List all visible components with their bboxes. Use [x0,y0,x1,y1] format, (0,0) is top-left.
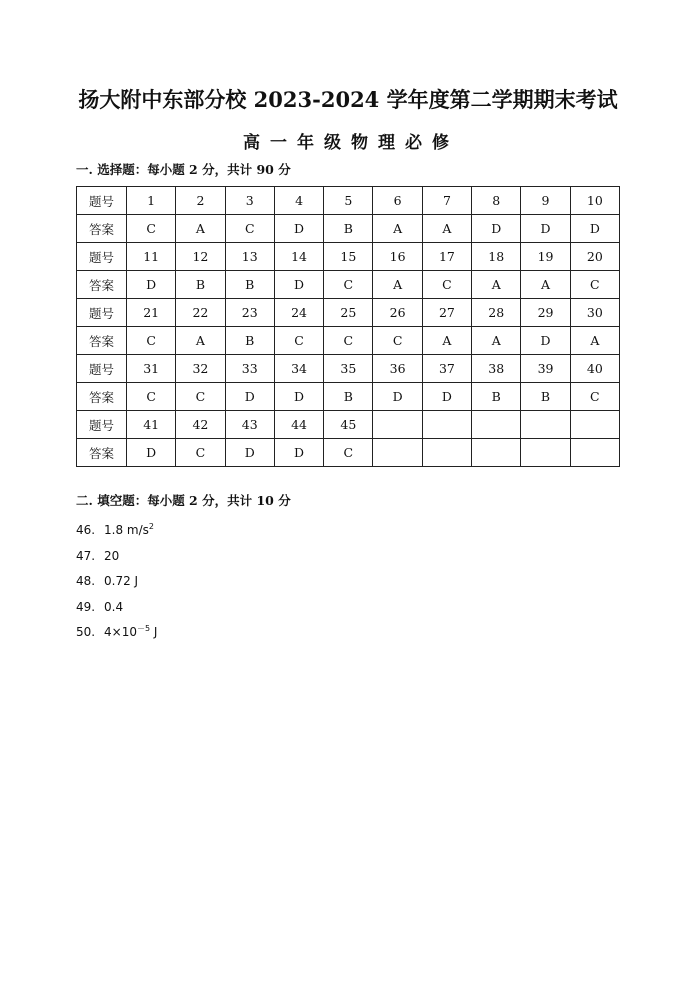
question-number-cell: 37 [422,355,471,383]
answer-letter-cell: C [127,383,176,411]
question-number-cell: 32 [176,355,225,383]
fill-answer-superscript: －5 [136,624,151,633]
answer-letter-cell: A [176,215,225,243]
question-number-cell: 38 [472,355,521,383]
fill-answer-list [76,516,157,644]
answer-letter-cell: C [324,439,373,467]
answer-letter-cell: A [472,327,521,355]
answer-table [76,186,620,467]
question-number-cell: 22 [176,299,225,327]
answer-letter-cell: A [422,215,471,243]
question-number-cell: 6 [373,187,422,215]
answer-letter-cell: C [570,271,619,299]
question-number-cell: 7 [422,187,471,215]
question-number-cell: 39 [521,355,570,383]
answer-letter-cell: A [472,271,521,299]
question-number-cell: 17 [422,243,471,271]
fill-answer-number: 49. [76,599,96,614]
answer-letter-cell: B [225,327,274,355]
answer-letter-cell: A [422,327,471,355]
answer-letter-cell: A [373,215,422,243]
table-row-numbers [77,411,620,439]
answer-letter-cell: D [127,271,176,299]
question-number-cell: 21 [127,299,176,327]
answer-letter-cell: A [176,327,225,355]
answer-letter-cell: D [127,439,176,467]
row-header-answer: 答案 [77,215,127,243]
answer-letter-cell: B [225,271,274,299]
fill-answer-text: 0.4 [104,599,124,614]
question-number-cell: 28 [472,299,521,327]
answer-letter-cell: D [225,383,274,411]
fill-answer-text: 1.8 m/s [104,523,149,537]
question-number-cell: 3 [225,187,274,215]
answer-letter-cell: C [274,327,323,355]
answer-letter-cell [422,439,471,467]
row-header-number: 题号 [77,411,127,439]
answer-letter-cell: C [225,215,274,243]
fill-answer-superscript: 2 [148,522,154,531]
question-number-cell: 14 [274,243,323,271]
question-number-cell: 10 [570,187,619,215]
question-number-cell: 20 [570,243,619,271]
fill-answer-item [76,542,157,568]
answer-letter-cell: C [570,383,619,411]
answer-letter-cell: C [127,215,176,243]
table-row-answers [77,271,620,299]
table-row-answers [77,439,620,467]
question-number-cell: 8 [472,187,521,215]
answer-letter-cell: C [422,271,471,299]
answer-letter-cell: D [521,215,570,243]
question-number-cell: 4 [274,187,323,215]
fill-answer-text: 4×10 [104,625,137,639]
row-header-answer: 答案 [77,271,127,299]
question-number-cell: 1 [127,187,176,215]
question-number-cell: 44 [274,411,323,439]
answer-letter-cell [570,439,619,467]
question-number-cell [472,411,521,439]
row-header-number: 题号 [77,355,127,383]
fill-answer-text: 20 [104,548,120,563]
question-number-cell: 25 [324,299,373,327]
answer-letter-cell: D [274,383,323,411]
question-number-cell: 12 [176,243,225,271]
question-number-cell: 13 [225,243,274,271]
question-number-cell [422,411,471,439]
answer-letter-cell [373,439,422,467]
question-number-cell: 36 [373,355,422,383]
question-number-cell: 35 [324,355,373,383]
question-number-cell: 24 [274,299,323,327]
section-heading-choice: 一. 选择题：每小题 2 分，共计 90 分 [76,162,291,177]
question-number-cell: 23 [225,299,274,327]
answer-letter-cell: C [176,439,225,467]
answer-letter-cell: B [521,383,570,411]
question-number-cell: 30 [570,299,619,327]
question-number-cell: 2 [176,187,225,215]
question-number-cell: 16 [373,243,422,271]
table-row-answers [77,327,620,355]
question-number-cell: 34 [274,355,323,383]
row-header-number: 题号 [77,187,127,215]
question-number-cell: 27 [422,299,471,327]
table-row-numbers [77,299,620,327]
question-number-cell: 45 [324,411,373,439]
answer-letter-cell: B [324,383,373,411]
row-header-answer: 答案 [77,327,127,355]
row-header-answer: 答案 [77,439,127,467]
answer-letter-cell: D [570,215,619,243]
document-subtitle: 高一年级物理必修 [243,133,459,153]
question-number-cell: 5 [324,187,373,215]
fill-answer-number: 50. [76,625,96,639]
fill-answer-number: 46. [76,523,96,537]
answer-letter-cell: D [225,439,274,467]
question-number-cell [373,411,422,439]
answer-letter-cell: A [521,271,570,299]
fill-answer-text: 0.72 J [104,574,139,588]
question-number-cell: 9 [521,187,570,215]
answer-letter-cell [472,439,521,467]
question-number-cell: 43 [225,411,274,439]
table-row-answers [77,215,620,243]
answer-letter-cell: D [274,271,323,299]
fill-answer-item [76,618,157,644]
table-row-numbers [77,355,620,383]
question-number-cell: 31 [127,355,176,383]
answer-letter-cell: A [570,327,619,355]
section-heading-fill: 二. 填空题：每小题 2 分，共计 10 分 [76,493,291,508]
answer-letter-cell: B [324,215,373,243]
question-number-cell [521,411,570,439]
fill-answer-number: 47. [76,548,96,563]
question-number-cell: 42 [176,411,225,439]
document-title: 扬大附中东部分校 2023-2024 学年度第二学期期末考试 [78,87,618,112]
answer-letter-cell: B [472,383,521,411]
question-number-cell: 33 [225,355,274,383]
question-number-cell: 19 [521,243,570,271]
row-header-number: 题号 [77,299,127,327]
fill-answer-unit: J [150,625,158,639]
table-row-answers [77,383,620,411]
answer-letter-cell: C [324,327,373,355]
answer-letter-cell: C [127,327,176,355]
question-number-cell: 29 [521,299,570,327]
answer-letter-cell: D [373,383,422,411]
fill-answer-item [76,567,157,593]
answer-letter-cell: D [274,215,323,243]
question-number-cell: 11 [127,243,176,271]
answer-letter-cell: C [324,271,373,299]
answer-letter-cell: C [176,383,225,411]
answer-letter-cell: B [176,271,225,299]
fill-answer-item [76,516,157,542]
fill-answer-number: 48. [76,574,96,588]
row-header-answer: 答案 [77,383,127,411]
answer-letter-cell: C [373,327,422,355]
answer-letter-cell: D [521,327,570,355]
table-row-numbers [77,187,620,215]
row-header-number: 题号 [77,243,127,271]
answer-letter-cell [521,439,570,467]
question-number-cell: 41 [127,411,176,439]
question-number-cell: 18 [472,243,521,271]
answer-letter-cell: A [373,271,422,299]
question-number-cell: 26 [373,299,422,327]
table-row-numbers [77,243,620,271]
answer-letter-cell: D [422,383,471,411]
answer-letter-cell: D [274,439,323,467]
question-number-cell: 40 [570,355,619,383]
question-number-cell [570,411,619,439]
answer-letter-cell: D [472,215,521,243]
fill-answer-item [76,593,157,619]
question-number-cell: 15 [324,243,373,271]
